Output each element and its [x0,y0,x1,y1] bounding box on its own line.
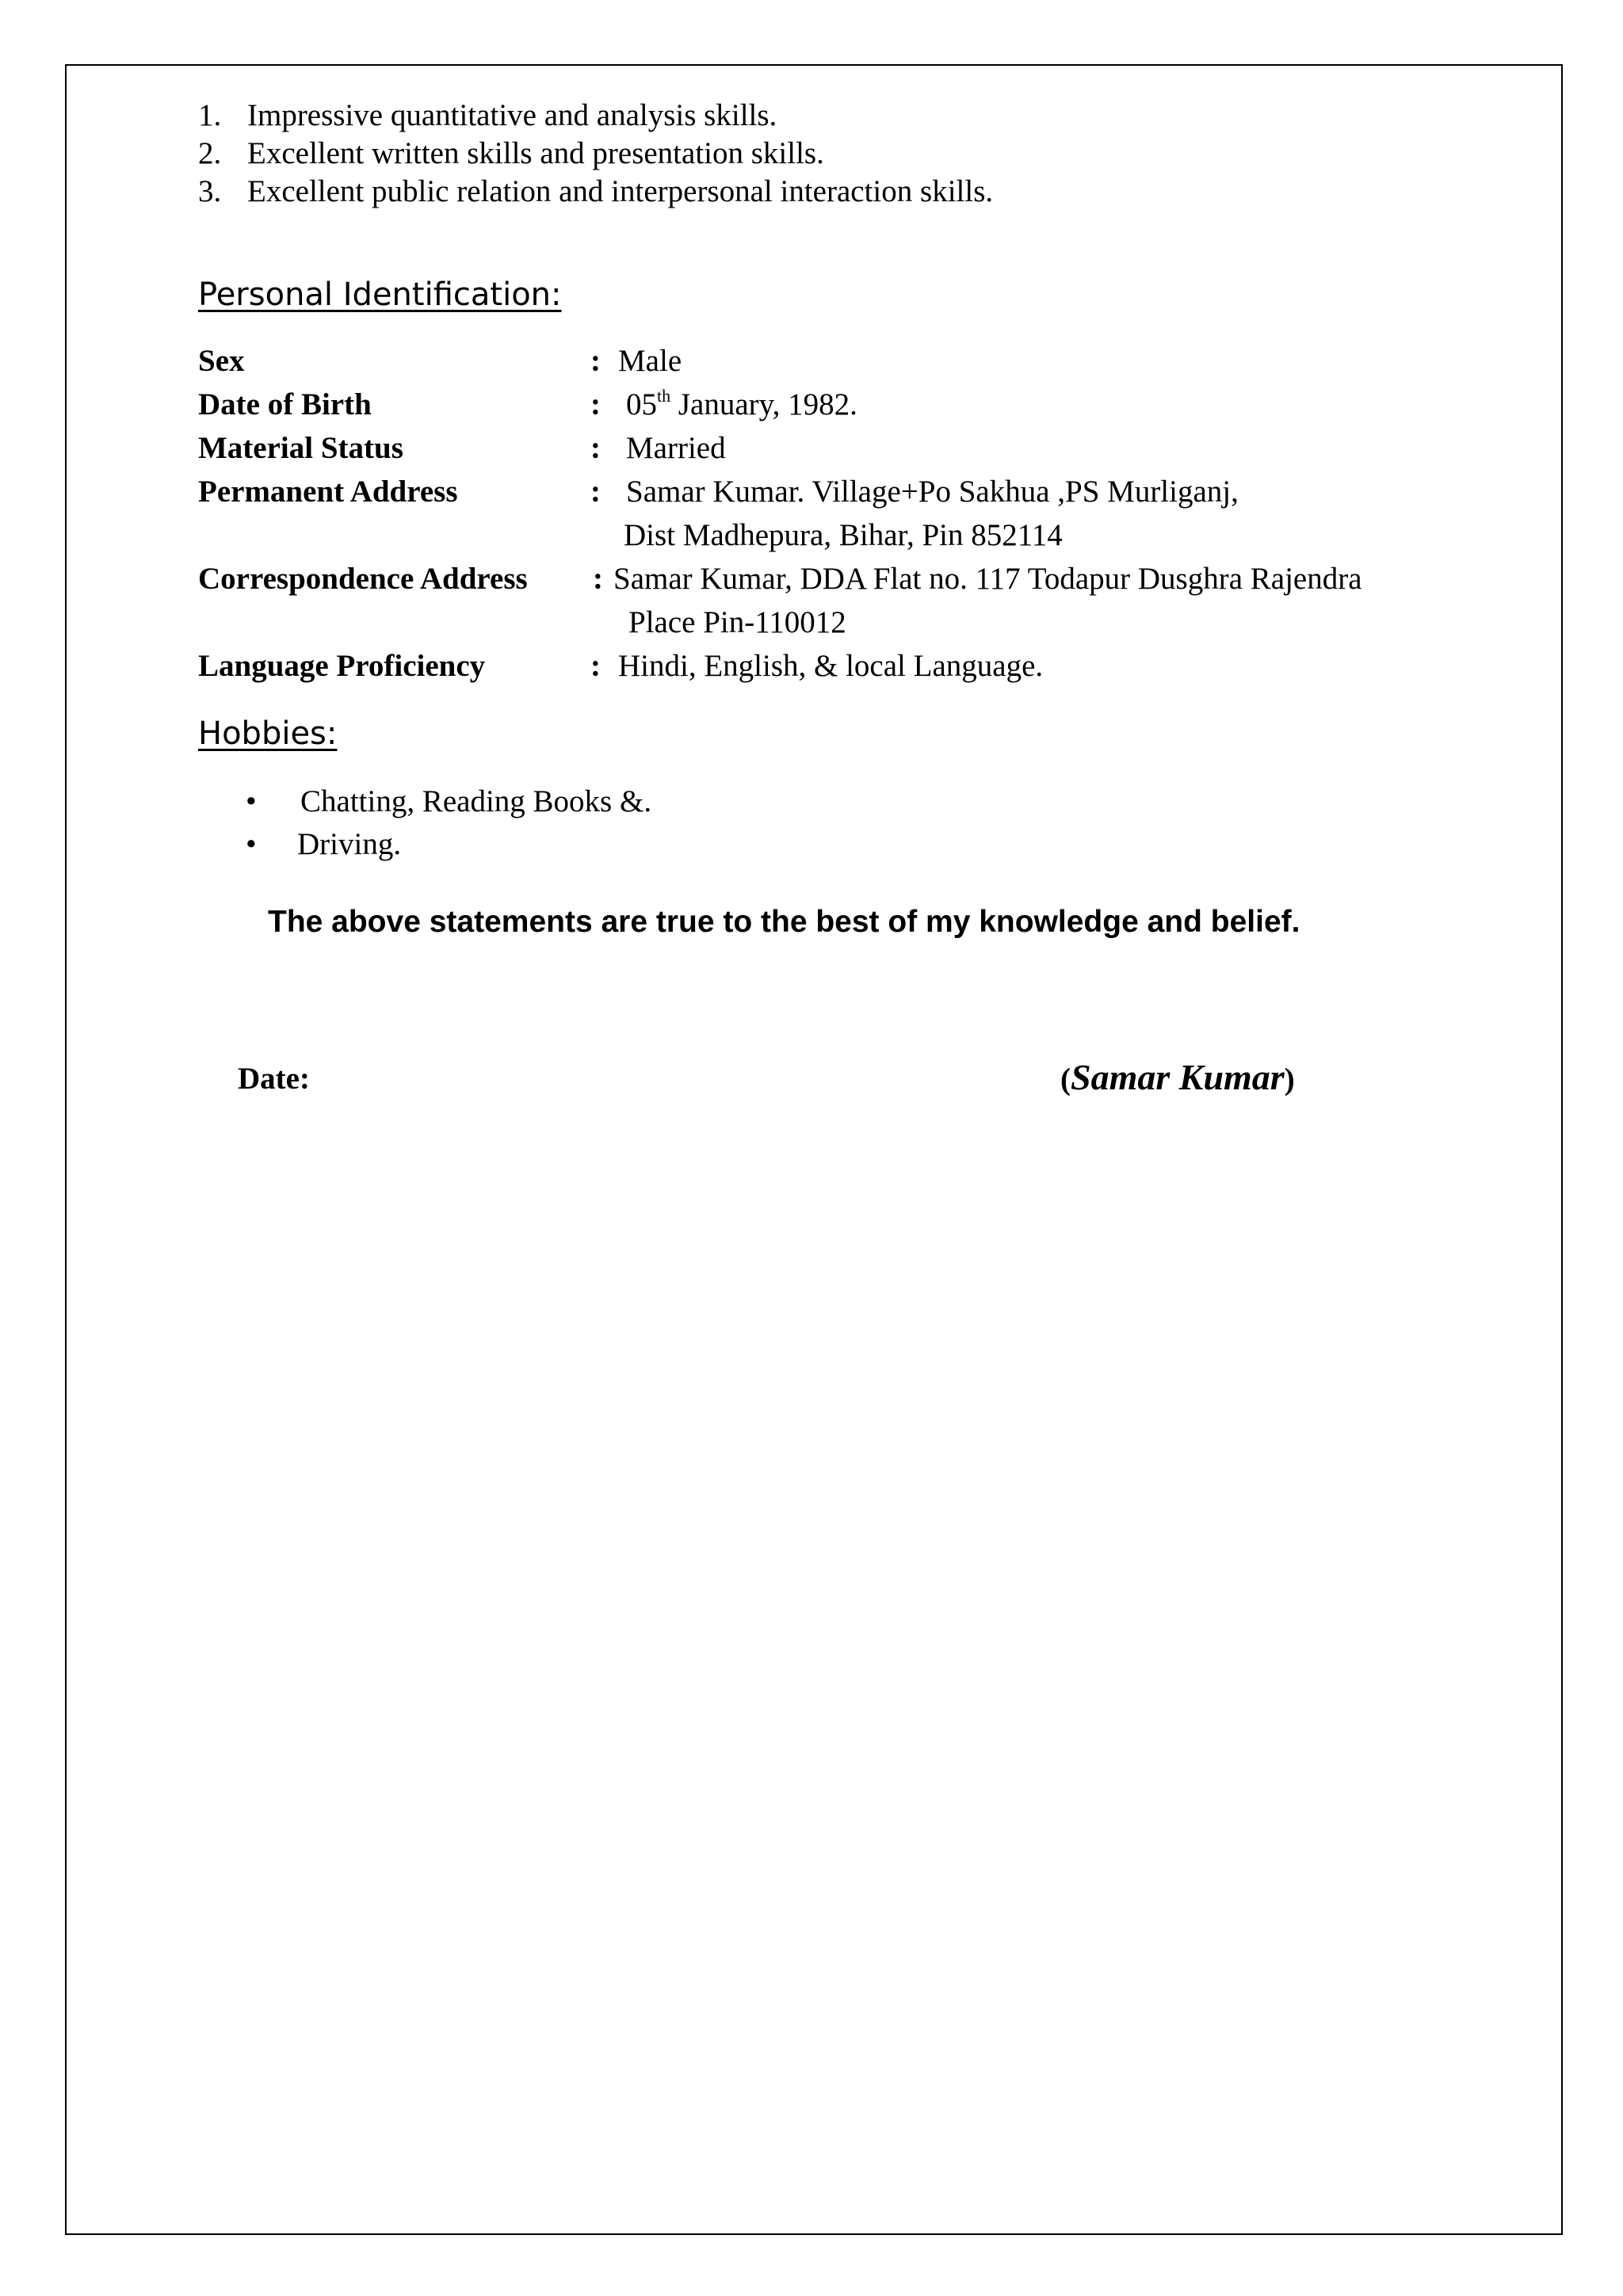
info-value-continued: Place Pin-110012 [628,605,846,639]
signature [1060,1057,1295,1100]
signature-name: Samar Kumar [1071,1057,1285,1097]
info-value: Samar Kumar. Village+Po Sakhua ,PS Murliganj, [626,475,1239,509]
info-label: Correspondence Address [198,562,528,596]
hobby-text: Driving. [297,827,402,861]
hobbies-list [246,780,651,866]
info-label: Date of Birth [198,387,372,421]
info-value: Samar Kumar, DDA Flat no. 117 Todapur Dusghra Rajendra [613,562,1362,596]
list-number: 2. [198,136,222,170]
info-colon: : [590,387,601,421]
info-value: Male [618,344,682,378]
hobby-text: Chatting, Reading Books &. [300,784,652,818]
declaration-text: The above statements are true to the best of my knowledge and belief. [268,905,1300,939]
list-item [246,780,651,823]
info-value [626,383,857,426]
date-label: Date: [238,1062,310,1096]
bullet-icon: • [246,784,257,818]
hobbies-heading: Hobbies: [198,715,338,752]
info-colon: : [590,649,601,683]
list-item [198,135,993,173]
dob-day: 05 [626,387,657,421]
list-item [198,173,993,211]
skills-list [198,97,993,211]
info-value: Hindi, English, & local Language. [618,649,1044,683]
info-value-continued: Dist Madhepura, Bihar, Pin 852114 [624,518,1063,552]
bullet-icon: • [246,827,257,861]
info-colon: : [593,562,603,596]
info-colon: : [590,475,601,509]
skill-text: Impressive quantitative and analysis skills. [247,98,777,132]
info-label: Language Proficiency [198,649,486,683]
info-label: Material Status [198,431,403,465]
info-colon: : [590,431,601,465]
signature-close-paren: ) [1284,1062,1295,1097]
dob-suffix: th [657,386,671,406]
info-value: Married [626,431,726,465]
list-item [198,97,993,135]
dob-rest: January, 1982. [670,387,857,421]
list-number: 3. [198,174,222,208]
info-label: Permanent Address [198,475,458,509]
skill-text: Excellent public relation and interpersonal interaction skills. [247,174,994,208]
info-label: Sex [198,344,245,378]
info-colon: : [590,344,601,378]
skill-text: Excellent written skills and presentation skills. [247,136,824,170]
list-item [246,823,651,866]
signature-open-paren: ( [1060,1062,1071,1097]
personal-identification-heading: Personal Identification: [198,277,562,313]
list-number: 1. [198,98,222,132]
